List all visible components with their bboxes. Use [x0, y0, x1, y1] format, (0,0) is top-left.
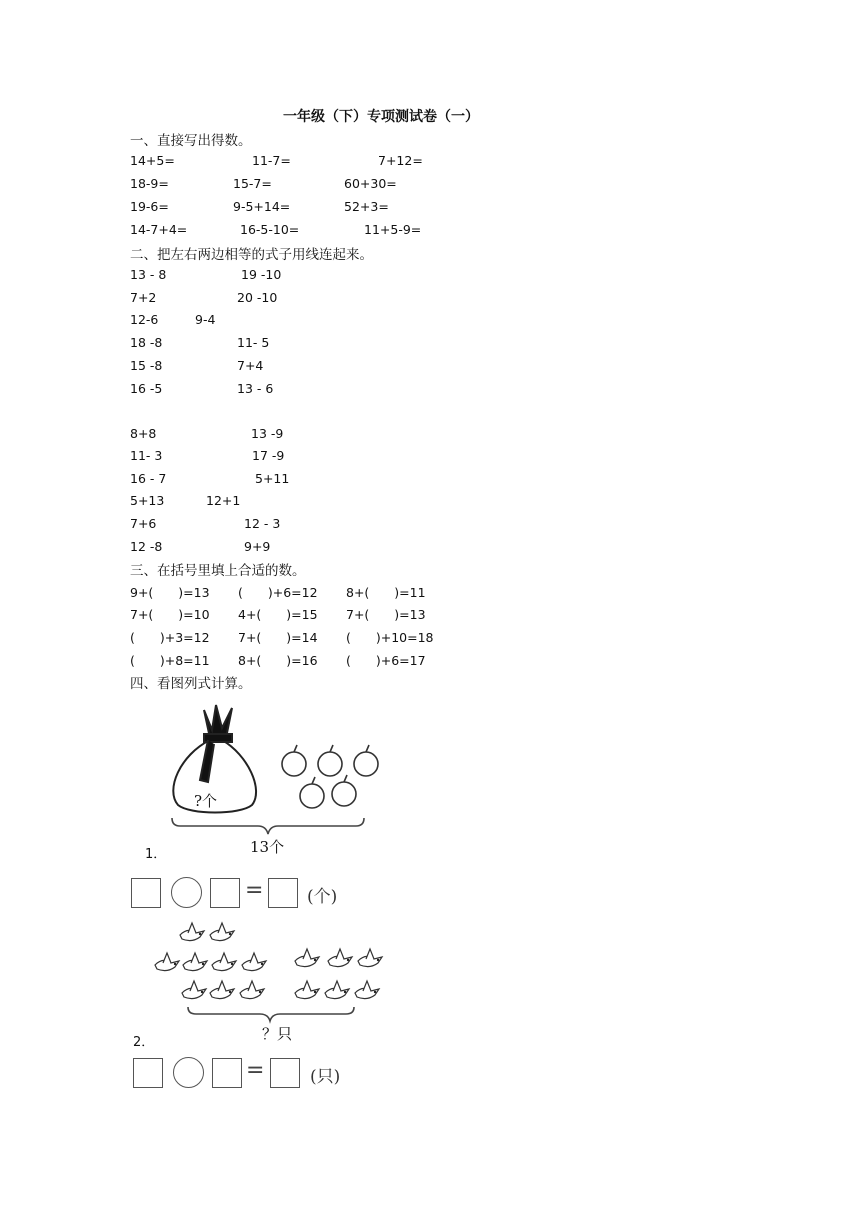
answer-box[interactable] [270, 1058, 300, 1088]
fill-blank: ( )+3=12 [130, 630, 210, 645]
fill-blank: 7+( )=14 [238, 630, 318, 645]
brace-icon [188, 1007, 354, 1021]
problem: 9-5+14= [233, 199, 291, 214]
fill-blank: ( )+10=18 [346, 630, 434, 645]
left-expression: 12-6 [130, 312, 159, 327]
fill-blank: ( )+6=17 [346, 653, 426, 668]
answer-box[interactable] [133, 1058, 163, 1088]
section-2-heading: 二、把左右两边相等的式子用线连起来。 [130, 247, 373, 263]
left-expression: 7+6 [130, 516, 157, 531]
fill-blank: ( )+6=12 [238, 585, 318, 600]
right-expression: 7+4 [237, 358, 264, 373]
bag-label: ?个 [194, 792, 218, 810]
page-title: 一年级（下）专项测试卷（一） [283, 109, 479, 125]
problem: 52+3= [344, 199, 389, 214]
right-expression: 5+11 [255, 471, 290, 486]
unit-label: (个) [307, 887, 338, 907]
total-label: 13个 [250, 838, 285, 856]
right-expression: 11- 5 [237, 335, 270, 350]
answer-box[interactable] [210, 878, 240, 908]
left-expression: 11- 3 [130, 448, 163, 463]
section-3-heading: 三、在括号里填上合适的数。 [130, 563, 306, 579]
fill-blank: 4+( )=15 [238, 607, 318, 622]
brace-icon [172, 818, 364, 834]
left-expression: 13 - 8 [130, 267, 167, 282]
left-expression: 7+2 [130, 290, 157, 305]
left-expression: 12 -8 [130, 539, 163, 554]
right-expression: 19 -10 [241, 267, 282, 282]
fill-blank: 8+( )=16 [238, 653, 318, 668]
unit-label: (只) [310, 1067, 341, 1087]
fill-blank: ( )+8=11 [130, 653, 210, 668]
right-expression: 17 -9 [252, 448, 285, 463]
left-expression: 16 -5 [130, 381, 163, 396]
equals-sign: = [245, 878, 264, 903]
problem: 14+5= [130, 153, 175, 168]
problem: 11-7= [252, 153, 291, 168]
left-expression: 18 -8 [130, 335, 163, 350]
problem-number: 2． [133, 1035, 155, 1050]
problem: 14-7+4= [130, 222, 188, 237]
section-4-heading: 四、看图列式计算。 [130, 676, 252, 692]
right-expression: 20 -10 [237, 290, 278, 305]
problem: 15-7= [233, 176, 272, 191]
bird-icon [155, 923, 382, 999]
problem-number: 1． [145, 847, 167, 862]
problem: 60+30= [344, 176, 397, 191]
problem: 16-5-10= [240, 222, 300, 237]
answer-box[interactable] [212, 1058, 242, 1088]
answer-box[interactable] [131, 878, 161, 908]
answer-box[interactable] [268, 878, 298, 908]
fill-blank: 7+( )=13 [346, 607, 426, 622]
right-expression: 9+9 [244, 539, 271, 554]
fill-blank: 8+( )=11 [346, 585, 426, 600]
equals-sign: = [246, 1058, 265, 1083]
operator-circle[interactable] [171, 877, 202, 908]
operator-circle[interactable] [173, 1057, 204, 1088]
right-expression: 9-4 [195, 312, 216, 327]
problem: 18-9= [130, 176, 169, 191]
left-expression: 16 - 7 [130, 471, 167, 486]
right-expression: 12 - 3 [244, 516, 281, 531]
right-expression: 13 -9 [251, 426, 284, 441]
right-expression: 12+1 [206, 493, 241, 508]
right-expression: 13 - 6 [237, 381, 274, 396]
birds-picture [150, 915, 390, 1030]
problem: 11+5-9= [364, 222, 422, 237]
apple-icon [282, 745, 378, 808]
fill-blank: 7+( )=10 [130, 607, 210, 622]
problem: 7+12= [378, 153, 423, 168]
problem: 19-6= [130, 199, 169, 214]
section-1-heading: 一、直接写出得数。 [130, 133, 252, 149]
left-expression: 8+8 [130, 426, 157, 441]
fill-blank: 9+( )=13 [130, 585, 210, 600]
left-expression: 15 -8 [130, 358, 163, 373]
total-label: ？只 [262, 1025, 293, 1043]
left-expression: 5+13 [130, 493, 165, 508]
